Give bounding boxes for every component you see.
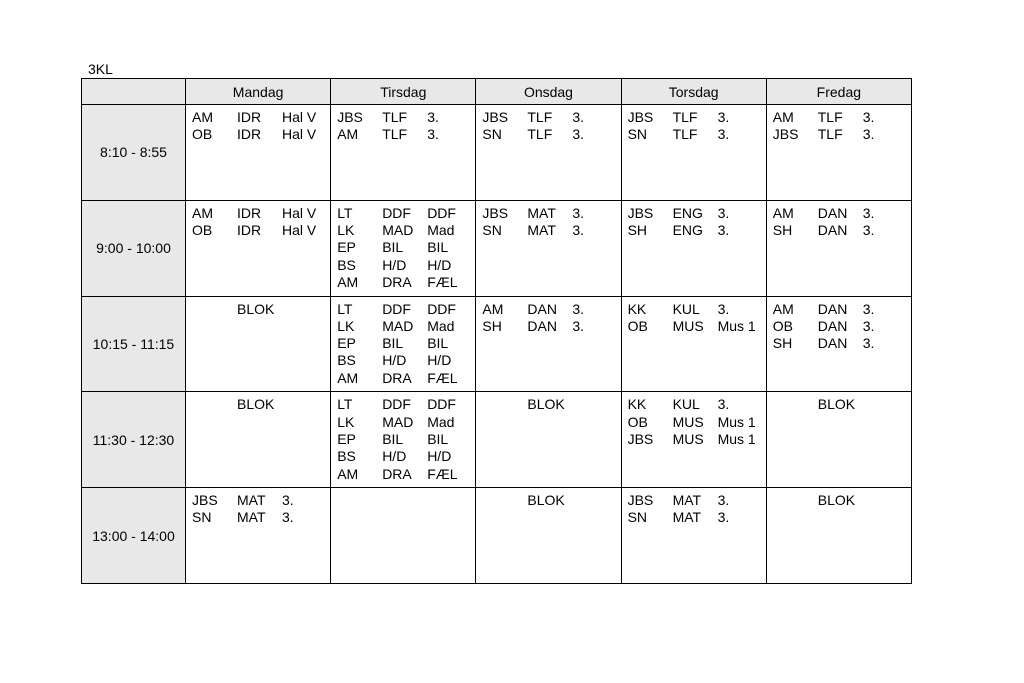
room-code: 3. bbox=[862, 204, 875, 221]
subject-code: ENG bbox=[672, 222, 703, 239]
lesson-entry bbox=[773, 109, 911, 126]
lesson-entry bbox=[773, 301, 911, 318]
lesson-entry bbox=[482, 109, 620, 126]
blok-label: BLOK bbox=[527, 396, 565, 413]
teacher-code: OB bbox=[772, 317, 793, 334]
entry-list bbox=[476, 105, 620, 144]
lesson-entry bbox=[482, 205, 620, 222]
lesson-entry bbox=[628, 109, 766, 126]
lesson-entry bbox=[773, 335, 911, 352]
schedule-cell-fredag bbox=[766, 296, 911, 392]
room-code: BIL bbox=[427, 430, 449, 447]
room-code: BIL bbox=[427, 335, 449, 352]
teacher-code: BS bbox=[337, 448, 356, 465]
lesson-entry bbox=[773, 318, 911, 335]
schedule-cell-onsdag bbox=[476, 200, 621, 296]
teacher-code: EP bbox=[337, 239, 356, 256]
teacher-code: JBS bbox=[772, 126, 799, 143]
teacher-code: LT bbox=[337, 300, 353, 317]
room-code: 3. bbox=[862, 222, 875, 239]
entry-list bbox=[186, 201, 330, 240]
room-code: BIL bbox=[427, 239, 449, 256]
schedule-cell-mandag bbox=[186, 488, 331, 584]
lesson-entry bbox=[628, 126, 766, 143]
lesson-entry bbox=[192, 509, 330, 526]
subject-code: DRA bbox=[382, 273, 412, 290]
teacher-code: AM bbox=[482, 300, 504, 317]
subject-code: DAN bbox=[817, 222, 848, 239]
subject-code: IDR bbox=[237, 109, 262, 125]
room-code: Hal V bbox=[282, 126, 317, 143]
lesson-entry bbox=[337, 126, 475, 143]
teacher-code: JBS bbox=[627, 109, 654, 125]
entry-list bbox=[622, 392, 766, 448]
lesson-entry bbox=[773, 222, 911, 239]
time-label: 13:00 - 14:00 bbox=[82, 488, 186, 584]
room-code: Mad bbox=[427, 222, 455, 239]
blok-label: BLOK bbox=[527, 492, 565, 509]
corner-cell bbox=[82, 79, 186, 105]
subject-code: ENG bbox=[672, 204, 703, 221]
teacher-code: KK bbox=[627, 396, 647, 413]
blok-label: BLOK bbox=[817, 396, 856, 413]
lesson-entry bbox=[337, 466, 475, 483]
entry-list bbox=[476, 297, 620, 336]
room-code: FÆL bbox=[427, 273, 458, 290]
room-code: 3. bbox=[717, 126, 730, 143]
time-slot-row bbox=[82, 392, 912, 488]
subject-code: TLF bbox=[382, 126, 408, 143]
teacher-code: JBS bbox=[627, 204, 654, 221]
room-code: 3. bbox=[717, 204, 730, 221]
schedule-cell-tirsdag bbox=[331, 488, 476, 584]
lesson-entry bbox=[628, 414, 766, 431]
day-header-torsdag: Torsdag bbox=[621, 79, 766, 105]
lesson-entry bbox=[337, 301, 475, 318]
time-label: 11:30 - 12:30 bbox=[82, 392, 186, 488]
header-row bbox=[82, 79, 912, 105]
schedule-cell-tirsdag bbox=[331, 200, 476, 296]
teacher-code: SH bbox=[627, 222, 648, 239]
lesson-entry bbox=[337, 335, 475, 352]
teacher-code: SN bbox=[627, 126, 648, 143]
room-code: DDF bbox=[427, 300, 456, 317]
day-header-fredag: Fredag bbox=[766, 79, 911, 105]
lesson-entry bbox=[337, 431, 475, 448]
schedule-cell-fredag bbox=[766, 200, 911, 296]
lesson-entry bbox=[628, 492, 766, 509]
lesson-entry bbox=[628, 205, 766, 222]
entry-list bbox=[767, 297, 911, 353]
lesson-entry bbox=[337, 109, 475, 126]
day-header-onsdag: Onsdag bbox=[476, 79, 621, 105]
teacher-code: OB bbox=[627, 317, 648, 334]
time-slot-row bbox=[82, 200, 912, 296]
lesson-entry bbox=[192, 222, 330, 239]
subject-code: TLF bbox=[672, 126, 698, 143]
room-code: DDF bbox=[427, 396, 456, 413]
subject-code: MAT bbox=[672, 509, 702, 526]
teacher-code: OB bbox=[192, 126, 213, 143]
entry-list bbox=[331, 392, 475, 482]
subject-code: H/D bbox=[382, 448, 407, 465]
time-slot-row bbox=[82, 296, 912, 392]
teacher-code: AM bbox=[337, 273, 359, 290]
teacher-code: AM bbox=[192, 204, 213, 221]
lesson-entry bbox=[773, 205, 911, 222]
room-code: 3. bbox=[717, 109, 730, 125]
blok-label: BLOK bbox=[817, 492, 856, 509]
schedule-cell-torsdag bbox=[621, 392, 766, 488]
lesson-entry bbox=[482, 301, 620, 318]
time-label: 8:10 - 8:55 bbox=[82, 105, 186, 201]
room-code: 3. bbox=[572, 109, 585, 125]
lesson-entry bbox=[628, 509, 766, 526]
teacher-code: SN bbox=[482, 126, 502, 143]
lesson-entry bbox=[337, 274, 475, 291]
lesson-entry bbox=[337, 414, 475, 431]
entry-list bbox=[331, 297, 475, 387]
teacher-code: LT bbox=[337, 396, 353, 413]
subject-code: KUL bbox=[672, 300, 700, 317]
entry-list bbox=[767, 105, 911, 144]
teacher-code: OB bbox=[192, 222, 213, 239]
lesson-entry bbox=[482, 318, 620, 335]
subject-code: BIL bbox=[382, 239, 404, 256]
lesson-entry bbox=[192, 126, 330, 143]
teacher-code: EP bbox=[337, 430, 356, 447]
schedule-cell-onsdag bbox=[476, 105, 621, 201]
room-code: 3. bbox=[862, 126, 875, 143]
schedule-cell-torsdag bbox=[621, 105, 766, 201]
subject-code: DAN bbox=[817, 204, 848, 221]
teacher-code: SH bbox=[772, 222, 793, 239]
teacher-code: AM bbox=[772, 300, 794, 317]
schedule-cell-tirsdag bbox=[331, 296, 476, 392]
schedule-cell-torsdag bbox=[621, 296, 766, 392]
schedule-cell-mandag bbox=[186, 200, 331, 296]
subject-code: DAN bbox=[817, 335, 848, 352]
room-code: 3. bbox=[572, 317, 585, 334]
room-code: 3. bbox=[572, 300, 585, 317]
time-label: 9:00 - 10:00 bbox=[82, 200, 186, 296]
room-code: 3. bbox=[717, 492, 730, 509]
room-code: Mus 1 bbox=[717, 430, 756, 447]
teacher-code: OB bbox=[627, 413, 648, 430]
room-code: Mad bbox=[427, 317, 455, 334]
subject-code: DAN bbox=[817, 300, 848, 317]
room-code: Hal V bbox=[282, 222, 317, 239]
schedule-cell-fredag bbox=[766, 105, 911, 201]
subject-code: TLF bbox=[817, 109, 843, 125]
schedule-cell-tirsdag bbox=[331, 392, 476, 488]
subject-code: DRA bbox=[382, 369, 412, 386]
lesson-entry bbox=[482, 222, 620, 239]
teacher-code: AM bbox=[192, 109, 213, 125]
teacher-code: JBS bbox=[482, 204, 509, 221]
teacher-code: SH bbox=[482, 317, 502, 334]
teacher-code: LK bbox=[337, 222, 355, 239]
schedule-cell-fredag bbox=[766, 488, 911, 584]
subject-code: DDF bbox=[382, 204, 411, 221]
schedule-cell-onsdag bbox=[476, 488, 621, 584]
entry-list bbox=[186, 105, 330, 144]
subject-code: IDR bbox=[237, 204, 262, 221]
room-code: FÆL bbox=[427, 465, 458, 482]
room-code: 3. bbox=[862, 109, 875, 125]
teacher-code: AM bbox=[337, 369, 359, 386]
entry-list bbox=[186, 488, 330, 527]
teacher-code: LK bbox=[337, 413, 355, 430]
teacher-code: AM bbox=[772, 109, 794, 125]
subject-code: MAT bbox=[672, 492, 702, 509]
entry-list bbox=[622, 297, 766, 336]
teacher-code: JBS bbox=[627, 430, 654, 447]
schedule-cell-tirsdag bbox=[331, 105, 476, 201]
schedule-cell-fredag bbox=[766, 392, 911, 488]
entry-list bbox=[476, 201, 620, 240]
lesson-entry bbox=[337, 205, 475, 222]
entry-list bbox=[767, 201, 911, 240]
day-header-mandag: Mandag bbox=[186, 79, 331, 105]
room-code: 3. bbox=[572, 126, 585, 143]
subject-code: TLF bbox=[527, 109, 553, 125]
blok-label: BLOK bbox=[237, 396, 275, 413]
time-label: 10:15 - 11:15 bbox=[82, 296, 186, 392]
timetable bbox=[81, 78, 912, 584]
subject-code: BIL bbox=[382, 335, 404, 352]
class-title: 3KL bbox=[88, 61, 113, 77]
teacher-code: SN bbox=[482, 222, 502, 239]
subject-code: KUL bbox=[672, 396, 700, 413]
subject-code: MUS bbox=[672, 413, 704, 430]
lesson-entry bbox=[192, 109, 330, 126]
lesson-entry bbox=[337, 370, 475, 387]
entry-list bbox=[622, 105, 766, 144]
room-code: H/D bbox=[427, 256, 452, 273]
room-code: Hal V bbox=[282, 109, 317, 125]
lesson-entry bbox=[628, 301, 766, 318]
room-code: 3. bbox=[862, 300, 875, 317]
schedule-cell-torsdag bbox=[621, 488, 766, 584]
teacher-code: JBS bbox=[627, 492, 654, 509]
lesson-entry bbox=[337, 257, 475, 274]
room-code: 3. bbox=[717, 222, 730, 239]
lesson-entry bbox=[337, 318, 475, 335]
room-code: Hal V bbox=[282, 204, 317, 221]
time-slot-row bbox=[82, 105, 912, 201]
lesson-entry bbox=[192, 492, 330, 509]
room-code: H/D bbox=[427, 352, 452, 369]
subject-code: MAT bbox=[527, 204, 556, 221]
subject-code: MAT bbox=[527, 222, 556, 239]
teacher-code: AM bbox=[337, 126, 359, 143]
subject-code: MAD bbox=[382, 317, 414, 334]
room-code: Mus 1 bbox=[717, 413, 756, 430]
teacher-code: JBS bbox=[337, 109, 363, 125]
teacher-code: BS bbox=[337, 352, 356, 369]
blok-label: BLOK bbox=[237, 300, 275, 317]
subject-code: MAT bbox=[237, 509, 266, 526]
lesson-entry bbox=[628, 431, 766, 448]
lesson-entry bbox=[628, 396, 766, 413]
lesson-entry bbox=[628, 222, 766, 239]
subject-code: DDF bbox=[382, 396, 411, 413]
lesson-entry bbox=[337, 239, 475, 256]
room-code: Mad bbox=[427, 413, 455, 430]
teacher-code: KK bbox=[627, 300, 647, 317]
subject-code: IDR bbox=[237, 222, 262, 239]
subject-code: MUS bbox=[672, 317, 704, 334]
teacher-code: JBS bbox=[482, 109, 509, 125]
schedule-cell-mandag bbox=[186, 105, 331, 201]
teacher-code: JBS bbox=[192, 492, 218, 509]
teacher-code: EP bbox=[337, 335, 356, 352]
subject-code: H/D bbox=[382, 256, 407, 273]
time-slot-row bbox=[82, 488, 912, 584]
room-code: 3. bbox=[717, 509, 730, 526]
subject-code: TLF bbox=[672, 109, 698, 125]
room-code: 3. bbox=[572, 204, 585, 221]
entry-list bbox=[331, 201, 475, 291]
room-code: 3. bbox=[427, 109, 439, 125]
teacher-code: AM bbox=[772, 204, 794, 221]
subject-code: TLF bbox=[817, 126, 843, 143]
lesson-entry bbox=[192, 205, 330, 222]
room-code: 3. bbox=[282, 509, 294, 526]
subject-code: BIL bbox=[382, 430, 404, 447]
room-code: 3. bbox=[862, 317, 875, 334]
room-code: 3. bbox=[717, 396, 730, 413]
entry-list bbox=[622, 201, 766, 240]
subject-code: DAN bbox=[817, 317, 848, 334]
subject-code: TLF bbox=[527, 126, 553, 143]
subject-code: DDF bbox=[382, 300, 411, 317]
entry-list bbox=[331, 105, 475, 144]
lesson-entry bbox=[337, 352, 475, 369]
lesson-entry bbox=[337, 396, 475, 413]
room-code: FÆL bbox=[427, 369, 458, 386]
teacher-code: LK bbox=[337, 317, 355, 334]
room-code: 3. bbox=[717, 300, 730, 317]
teacher-code: SN bbox=[627, 509, 648, 526]
room-code: 3. bbox=[572, 222, 585, 239]
entry-list bbox=[622, 488, 766, 527]
schedule-cell-onsdag bbox=[476, 296, 621, 392]
room-code: 3. bbox=[862, 335, 875, 352]
schedule-cell-torsdag bbox=[621, 200, 766, 296]
lesson-entry bbox=[628, 318, 766, 335]
teacher-code: SN bbox=[192, 509, 212, 526]
lesson-entry bbox=[773, 126, 911, 143]
teacher-code: SH bbox=[772, 335, 793, 352]
room-code: DDF bbox=[427, 204, 456, 221]
subject-code: DRA bbox=[382, 465, 412, 482]
lesson-entry bbox=[482, 126, 620, 143]
teacher-code: AM bbox=[337, 465, 359, 482]
subject-code: DAN bbox=[527, 317, 557, 334]
schedule-cell-mandag bbox=[186, 392, 331, 488]
schedule-cell-onsdag bbox=[476, 392, 621, 488]
room-code: Mus 1 bbox=[717, 317, 756, 334]
lesson-entry bbox=[337, 222, 475, 239]
room-code: 3. bbox=[427, 126, 439, 143]
lesson-entry bbox=[337, 448, 475, 465]
subject-code: H/D bbox=[382, 352, 407, 369]
subject-code: TLF bbox=[382, 109, 408, 125]
subject-code: DAN bbox=[527, 300, 557, 317]
schedule-cell-mandag bbox=[186, 296, 331, 392]
subject-code: MUS bbox=[672, 430, 704, 447]
room-code: H/D bbox=[427, 448, 452, 465]
subject-code: MAD bbox=[382, 222, 414, 239]
subject-code: IDR bbox=[237, 126, 262, 143]
day-header-tirsdag: Tirsdag bbox=[331, 79, 476, 105]
subject-code: MAD bbox=[382, 413, 414, 430]
room-code: 3. bbox=[282, 492, 294, 509]
subject-code: MAT bbox=[237, 492, 266, 509]
teacher-code: LT bbox=[337, 204, 353, 221]
teacher-code: BS bbox=[337, 256, 356, 273]
